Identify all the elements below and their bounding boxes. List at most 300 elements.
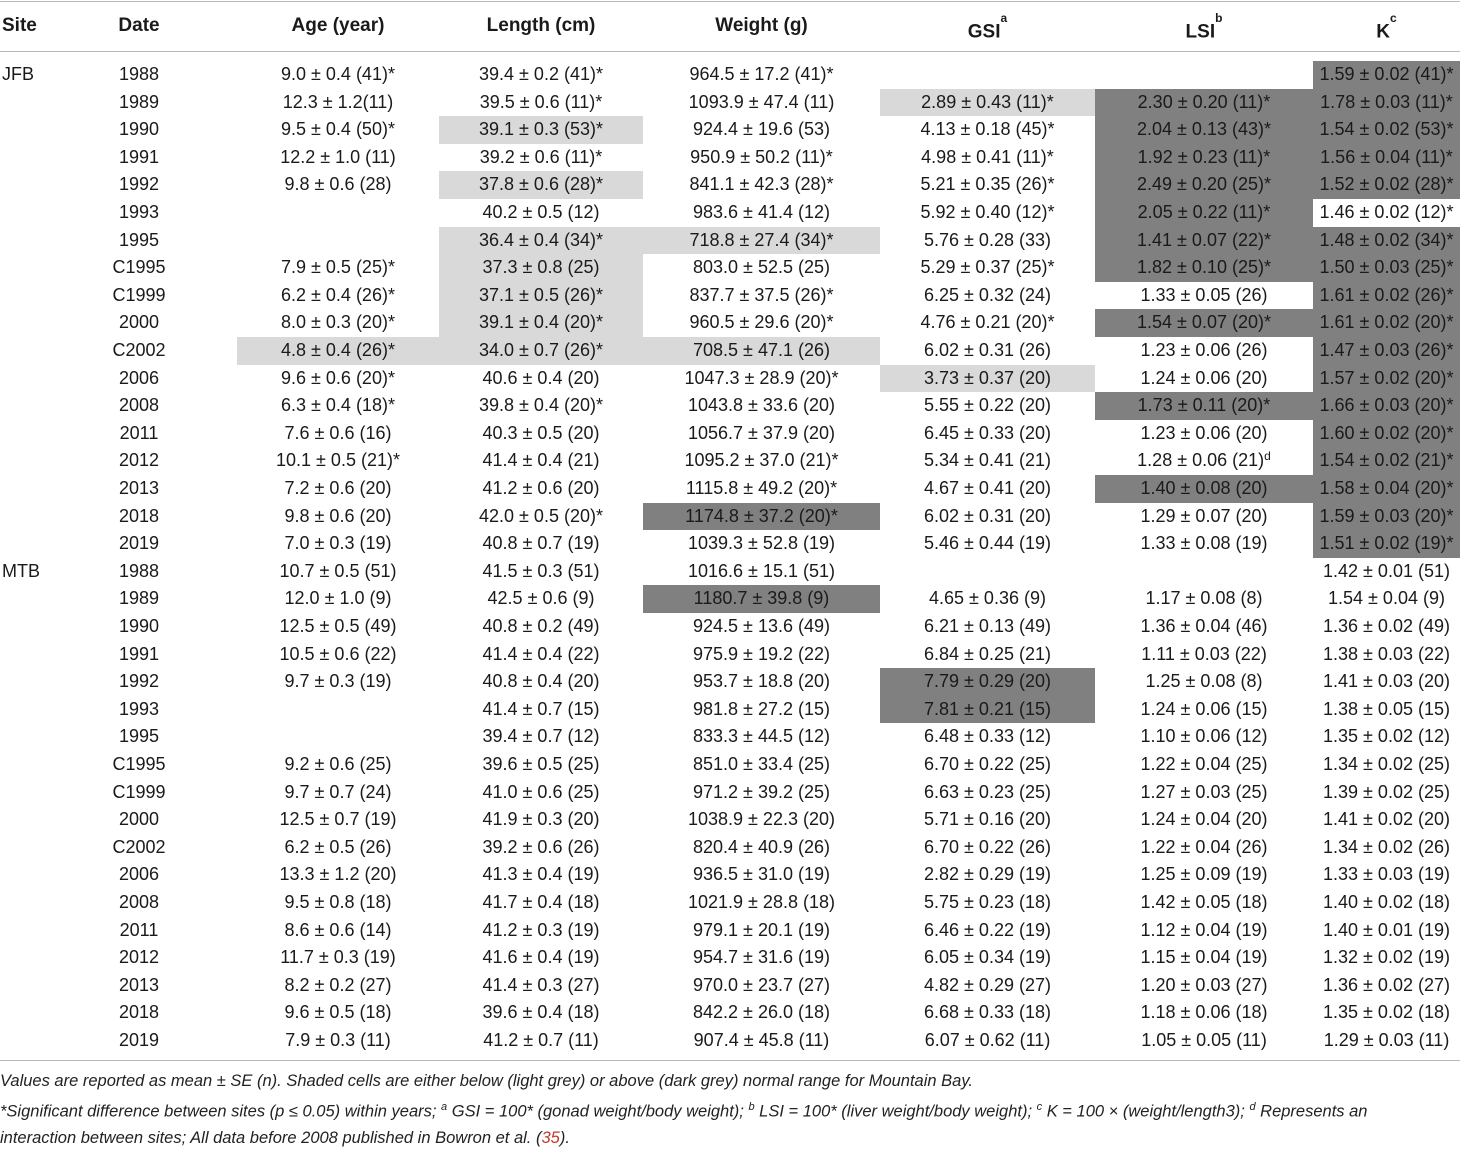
cell-weight: 964.5 ± 17.2 (41)* <box>689 64 834 84</box>
cell-date: 1992 <box>118 671 160 692</box>
cell-weight: 924.5 ± 13.6 (49) <box>693 616 830 636</box>
cell-site <box>0 116 100 144</box>
cell-site <box>0 503 100 531</box>
cell-age: 9.0 ± 0.4 (41)* <box>281 64 395 84</box>
cell-weight: 1021.9 ± 28.8 (18) <box>688 892 835 912</box>
cell-date: C1995 <box>112 754 166 774</box>
cell-gsi: 6.70 ± 0.22 (26) <box>924 836 1051 857</box>
cell-length: 39.4 ± 0.2 (41)* <box>479 64 603 84</box>
cell-k: 1.46 ± 0.02 (12)* <box>1319 202 1454 222</box>
cell-gsi: 2.89 ± 0.43 (11)* <box>880 89 1095 117</box>
cell-k: 1.66 ± 0.03 (20)* <box>1313 392 1460 420</box>
cell-k: 1.78 ± 0.03 (11)* <box>1313 89 1460 117</box>
cell-length: 40.6 ± 0.4 (20) <box>482 367 600 388</box>
cell-site <box>0 696 100 724</box>
cell-weight: 718.8 ± 27.4 (34)* <box>643 227 880 255</box>
cell-age: 7.9 ± 0.3 (11) <box>285 1030 391 1050</box>
cell-k: 1.38 ± 0.03 (22) <box>1323 643 1450 664</box>
cell-length: 41.4 ± 0.4 (21) <box>482 450 600 471</box>
header-lsi: LSI$^b$ <box>1185 11 1223 43</box>
cell-weight: 1174.8 ± 37.2 (20)* <box>643 503 880 531</box>
cell-k: 1.40 ± 0.01 (19) <box>1323 919 1450 940</box>
cell-date: C1995 <box>112 257 166 278</box>
cell-weight: 1180.7 ± 39.8 (9) <box>643 585 880 613</box>
cell-weight: 1038.9 ± 22.3 (20) <box>688 809 835 830</box>
cell-site <box>0 89 100 117</box>
cell-weight: 979.1 ± 20.1 (19) <box>693 919 830 940</box>
cell-date: 1995 <box>118 726 160 747</box>
cell-weight: 842.2 ± 26.0 (18) <box>693 1002 830 1023</box>
cell-site <box>0 365 100 393</box>
cell-gsi: 4.98 ± 0.41 (11)* <box>921 146 1054 167</box>
cell-lsi: 1.05 ± 0.05 (11) <box>1141 1030 1267 1050</box>
cell-age: 9.6 ± 0.6 (20)* <box>281 367 395 388</box>
cell-age: 9.5 ± 0.8 (18) <box>284 892 392 912</box>
footnote-line-3: interaction between sites; All data before 2008 published in Bowron et al. (35). <box>0 1128 570 1147</box>
header-site: Site <box>2 15 37 36</box>
cell-length: 42.0 ± 0.5 (20)* <box>479 505 603 526</box>
cell-length: 40.2 ± 0.5 (12) <box>482 202 600 222</box>
footnote-line-1: Values are reported as mean ± SE (n). Shaded cells are either below (light grey) or above (dark grey) normal range for Mountain Bay. <box>0 1072 973 1090</box>
cell-date: 1995 <box>118 229 160 250</box>
cell-date: C2002 <box>112 340 166 360</box>
cell-length: 39.4 ± 0.7 (12) <box>482 726 600 747</box>
cell-gsi: 5.21 ± 0.35 (26)* <box>920 174 1055 195</box>
cell-date: C2002 <box>112 836 166 857</box>
cell-date: 1988 <box>118 560 160 581</box>
cell-lsi: 1.54 ± 0.07 (20)* <box>1095 309 1313 337</box>
cell-length: 39.6 ± 0.4 (18) <box>482 1002 600 1023</box>
cell-gsi: 6.48 ± 0.33 (12) <box>924 726 1051 747</box>
bottom-rule <box>0 1060 1460 1061</box>
cell-date: 2018 <box>118 1002 160 1023</box>
cell-lsi: 1.12 ± 0.04 (19) <box>1140 919 1268 940</box>
cell-weight: 936.5 ± 31.0 (19) <box>693 864 830 885</box>
header-rule <box>0 51 1460 52</box>
cell-weight: 1043.8 ± 33.6 (20) <box>688 395 835 416</box>
cell-age: 8.6 ± 0.6 (14) <box>284 919 392 940</box>
cell-k: 1.60 ± 0.02 (20)* <box>1313 420 1460 448</box>
cell-date: 1991 <box>118 146 160 167</box>
cell-lsi: 1.41 ± 0.07 (22)* <box>1095 227 1313 255</box>
cell-k: 1.34 ± 0.02 (26) <box>1323 836 1450 857</box>
cell-gsi: 5.92 ± 0.40 (12)* <box>920 202 1055 222</box>
cell-age: 13.3 ± 1.2 (20) <box>279 864 397 885</box>
cell-gsi: 5.71 ± 0.16 (20) <box>924 809 1051 830</box>
cell-k: 1.54 ± 0.02 (53)* <box>1313 116 1460 144</box>
cell-date: 2000 <box>118 809 160 830</box>
cell-length: 39.2 ± 0.6 (11)* <box>479 146 603 167</box>
cell-date: 2000 <box>118 312 160 333</box>
cell-lsi: 1.23 ± 0.06 (20) <box>1140 422 1268 443</box>
cell-site <box>0 447 100 475</box>
cell-site <box>0 779 100 807</box>
cell-date: 2011 <box>119 422 159 443</box>
cell-gsi: 6.07 ± 0.62 (11) <box>924 1030 1051 1050</box>
cell-site <box>0 806 100 834</box>
cell-weight: 983.6 ± 41.4 (12) <box>693 202 830 222</box>
cell-date: 1993 <box>118 202 160 222</box>
cell-age: 9.2 ± 0.6 (25) <box>284 754 392 774</box>
cell-gsi: 4.13 ± 0.18 (45)* <box>920 119 1055 140</box>
cell-k: 1.47 ± 0.03 (26)* <box>1313 337 1460 365</box>
cell-weight: 1039.3 ± 52.8 (19) <box>688 533 835 554</box>
cell-site: JFB <box>2 64 35 84</box>
header-date: Date <box>118 15 160 36</box>
cell-site <box>0 309 100 337</box>
cell-k: 1.54 ± 0.04 (9) <box>1328 588 1445 609</box>
cell-age: 6.3 ± 0.4 (18)* <box>281 395 395 416</box>
cell-lsi: 1.23 ± 0.06 (26) <box>1140 340 1268 360</box>
cell-date: 1989 <box>118 588 160 609</box>
cell-weight: 975.9 ± 19.2 (22) <box>693 643 830 664</box>
cell-site: MTB <box>2 560 40 581</box>
cell-length: 36.4 ± 0.4 (34)* <box>439 227 643 255</box>
cell-length: 41.0 ± 0.6 (25) <box>482 781 600 802</box>
cell-gsi: 5.55 ± 0.22 (20) <box>924 395 1051 416</box>
cell-site <box>0 917 100 945</box>
cell-gsi: 3.73 ± 0.37 (20) <box>880 365 1095 393</box>
cell-age: 9.7 ± 0.7 (24) <box>284 781 392 802</box>
cell-k: 1.50 ± 0.03 (25)* <box>1313 254 1460 282</box>
cell-site <box>0 834 100 862</box>
cell-lsi: 1.92 ± 0.23 (11)* <box>1095 144 1313 172</box>
header-k: $K^c$ <box>1376 11 1397 43</box>
cell-lsi: 1.25 ± 0.09 (19) <box>1140 864 1268 885</box>
cell-weight: 1056.7 ± 37.9 (20) <box>688 422 835 443</box>
cell-age: 10.7 ± 0.5 (51) <box>279 560 397 581</box>
cell-k: 1.36 ± 0.02 (27) <box>1323 974 1450 995</box>
cell-length: 37.3 ± 0.8 (25) <box>439 254 643 282</box>
cell-gsi: 6.02 ± 0.31 (20) <box>924 505 1051 526</box>
cell-lsi: 1.17 ± 0.08 (8) <box>1145 588 1263 609</box>
cell-gsi: 7.79 ± 0.29 (20) <box>880 668 1095 696</box>
cell-lsi: 1.15 ± 0.04 (19) <box>1140 947 1268 968</box>
cell-site <box>0 199 100 227</box>
cell-k: 1.32 ± 0.02 (19) <box>1323 947 1450 968</box>
cell-k: 1.40 ± 0.02 (18) <box>1323 892 1450 912</box>
header-gsi: GSI$^a$ <box>967 11 1008 43</box>
cell-gsi: 5.76 ± 0.28 (33) <box>924 229 1051 250</box>
cell-k: 1.51 ± 0.02 (19)* <box>1313 530 1460 558</box>
cell-age: 4.8 ± 0.4 (26)* <box>237 337 439 365</box>
cell-weight: 971.2 ± 39.2 (25) <box>693 781 830 802</box>
reference-link[interactable]: 35 <box>541 1128 560 1147</box>
cell-k: 1.61 ± 0.02 (26)* <box>1313 282 1460 310</box>
cell-site <box>0 144 100 172</box>
cell-gsi: 4.82 ± 0.29 (27) <box>924 974 1051 995</box>
cell-length: 40.8 ± 0.4 (20) <box>482 671 600 692</box>
cell-site <box>0 999 100 1027</box>
cell-gsi: 6.21 ± 0.13 (49) <box>924 616 1051 636</box>
cell-gsi: 6.68 ± 0.33 (18) <box>924 1002 1051 1023</box>
cell-gsi <box>880 558 1095 586</box>
cell-k: 1.35 ± 0.02 (12) <box>1323 726 1450 747</box>
header-length: Length (cm) <box>486 15 596 36</box>
cell-date: 2012 <box>118 450 160 471</box>
cell-age <box>237 696 439 724</box>
cell-k: 1.61 ± 0.02 (20)* <box>1313 309 1460 337</box>
cell-date: 2013 <box>118 974 160 995</box>
cell-weight: 953.7 ± 18.8 (20) <box>693 671 830 692</box>
cell-date: 1991 <box>118 643 160 664</box>
cell-age: 10.5 ± 0.6 (22) <box>279 643 397 664</box>
cell-age: 12.2 ± 1.0 (11) <box>280 146 396 167</box>
cell-age: 7.9 ± 0.5 (25)* <box>281 257 395 278</box>
cell-gsi: 6.70 ± 0.22 (25) <box>924 754 1051 774</box>
cell-lsi: 1.25 ± 0.08 (8) <box>1145 671 1263 692</box>
cell-k: 1.48 ± 0.02 (34)* <box>1313 227 1460 255</box>
cell-weight: 924.4 ± 19.6 (53) <box>693 119 830 140</box>
cell-k: 1.57 ± 0.02 (20)* <box>1313 365 1460 393</box>
cell-weight: 851.0 ± 33.4 (25) <box>693 754 830 774</box>
cell-lsi: 1.20 ± 0.03 (27) <box>1140 974 1268 995</box>
cell-lsi: 1.24 ± 0.06 (15) <box>1140 698 1268 719</box>
cell-length: 41.9 ± 0.3 (20) <box>482 809 600 830</box>
cell-weight: 820.4 ± 40.9 (26) <box>693 836 830 857</box>
cell-age: 9.7 ± 0.3 (19) <box>284 671 392 692</box>
cell-site <box>0 282 100 310</box>
cell-gsi: 4.65 ± 0.36 (9) <box>929 588 1046 609</box>
cell-age <box>237 199 439 227</box>
cell-length: 41.5 ± 0.3 (51) <box>482 560 600 581</box>
cell-k: 1.41 ± 0.03 (20) <box>1323 671 1450 692</box>
cell-length: 40.3 ± 0.5 (20) <box>482 422 600 443</box>
cell-site <box>0 254 100 282</box>
cell-length: 41.2 ± 0.3 (19) <box>482 919 600 940</box>
cell-gsi: 6.45 ± 0.33 (20) <box>924 422 1051 443</box>
cell-date: 2008 <box>118 395 160 416</box>
cell-gsi: 5.75 ± 0.23 (18) <box>924 892 1051 912</box>
cell-gsi: 6.25 ± 0.32 (24) <box>924 284 1051 305</box>
cell-weight: 950.9 ± 50.2 (11)* <box>690 146 833 167</box>
cell-date: 2018 <box>118 505 160 526</box>
cell-age: 9.5 ± 0.4 (50)* <box>281 119 395 140</box>
cell-date: 1988 <box>118 64 160 84</box>
cell-gsi: 2.82 ± 0.29 (19) <box>924 864 1051 885</box>
cell-length: 41.6 ± 0.4 (19) <box>482 947 600 968</box>
cell-k: 1.59 ± 0.02 (41)* <box>1313 61 1460 89</box>
cell-site <box>0 585 100 613</box>
cell-gsi <box>880 61 1095 89</box>
cell-lsi: 1.18 ± 0.06 (18) <box>1140 1002 1268 1023</box>
cell-lsi: 1.40 ± 0.08 (20) <box>1095 475 1313 503</box>
cell-age: 8.0 ± 0.3 (20)* <box>281 312 395 333</box>
cell-weight: 1095.2 ± 37.0 (21)* <box>684 450 839 471</box>
cell-length: 41.4 ± 0.3 (27) <box>482 974 600 995</box>
header-age: Age (year) <box>291 15 385 36</box>
cell-lsi: 1.33 ± 0.08 (19) <box>1140 533 1268 554</box>
cell-date: 2013 <box>118 478 160 498</box>
cell-lsi: 1.28 ± 0.06 $(21)^d$ <box>1137 449 1271 471</box>
cell-weight: 954.7 ± 31.6 (19) <box>693 947 830 968</box>
cell-age: 9.8 ± 0.6 (20) <box>284 505 392 526</box>
cell-date: 2008 <box>118 892 160 912</box>
cell-k: 1.52 ± 0.02 (28)* <box>1313 171 1460 199</box>
cell-site <box>0 972 100 1000</box>
cell-k: 1.35 ± 0.02 (18) <box>1323 1002 1450 1023</box>
cell-length: 39.5 ± 0.6 (11)* <box>479 91 603 112</box>
cell-gsi: 5.46 ± 0.44 (19) <box>924 533 1051 554</box>
cell-age: 7.2 ± 0.6 (20) <box>284 478 392 498</box>
footnote-line-2: *Significant difference between sites (p ≤ 0.05) within years; $^a$ GSI = 100* (gonad weight/body weight); $^b$ LSI = 100* (liver weight/body weight); $^c$ K = 100 × (weight/length3); $^d$ Represents an <box>0 1101 1368 1121</box>
cell-k: 1.59 ± 0.03 (20)* <box>1313 503 1460 531</box>
cell-gsi: 6.02 ± 0.31 (26) <box>924 340 1051 360</box>
cell-length: 41.2 ± 0.6 (20) <box>482 478 600 498</box>
cell-length: 41.7 ± 0.4 (18) <box>482 892 600 912</box>
cell-date: 1989 <box>118 91 160 112</box>
cell-lsi: 1.42 ± 0.05 (18) <box>1140 892 1268 912</box>
cell-length: 41.3 ± 0.4 (19) <box>482 864 600 885</box>
cell-age: 6.2 ± 0.4 (26)* <box>281 284 395 305</box>
cell-lsi: 1.11 ± 0.03 (22) <box>1141 643 1267 664</box>
cell-site <box>0 613 100 641</box>
cell-site <box>0 171 100 199</box>
cell-length: 37.1 ± 0.5 (26)* <box>439 282 643 310</box>
cell-age: 9.6 ± 0.5 (18) <box>284 1002 392 1023</box>
cell-lsi: 2.30 ± 0.20 (11)* <box>1095 89 1313 117</box>
cell-lsi: 1.82 ± 0.10 (25)* <box>1095 254 1313 282</box>
cell-weight: 907.4 ± 45.8 (11) <box>693 1030 830 1050</box>
cell-date: 2006 <box>118 864 160 885</box>
cell-date: 1990 <box>118 616 160 636</box>
cell-weight: 970.0 ± 23.7 (27) <box>693 974 830 995</box>
cell-weight: 833.3 ± 44.5 (12) <box>693 726 830 747</box>
cell-site <box>0 641 100 669</box>
cell-date: 2019 <box>118 533 160 554</box>
cell-site <box>0 392 100 420</box>
cell-lsi <box>1095 61 1313 89</box>
cell-lsi: 1.10 ± 0.06 (12) <box>1140 726 1268 747</box>
cell-length: 34.0 ± 0.7 (26)* <box>439 337 643 365</box>
cell-length: 41.4 ± 0.7 (15) <box>482 698 600 719</box>
cell-weight: 708.5 ± 47.1 (26) <box>643 337 880 365</box>
cell-site <box>0 723 100 751</box>
cell-site <box>0 420 100 448</box>
cell-age: 12.3 ± 1.2(11) <box>282 91 394 112</box>
table-footnotes <box>0 1068 1460 1151</box>
cell-lsi: 1.22 ± 0.04 (26) <box>1140 836 1268 857</box>
cell-gsi: 4.67 ± 0.41 (20) <box>924 478 1051 498</box>
cell-age: 6.2 ± 0.5 (26) <box>284 836 392 857</box>
cell-length: 40.8 ± 0.7 (19) <box>482 533 600 554</box>
cell-length: 41.4 ± 0.4 (22) <box>482 643 600 664</box>
header-weight: Weight (g) <box>715 15 808 36</box>
cell-lsi: 1.22 ± 0.04 (25) <box>1140 754 1268 774</box>
cell-date: 2006 <box>118 367 160 388</box>
cell-site <box>0 530 100 558</box>
cell-lsi: 1.73 ± 0.11 (20)* <box>1095 392 1313 420</box>
cell-lsi: 1.29 ± 0.07 (20) <box>1140 505 1268 526</box>
cell-length: 39.8 ± 0.4 (20)* <box>479 395 603 416</box>
cell-lsi: 2.04 ± 0.13 (43)* <box>1095 116 1313 144</box>
cell-age: 12.5 ± 0.7 (19) <box>279 809 397 830</box>
cell-age: 10.1 ± 0.5 (21)* <box>276 450 400 471</box>
cell-length: 41.2 ± 0.7 (11) <box>483 1030 599 1050</box>
cell-age: 8.2 ± 0.2 (27) <box>284 974 392 995</box>
cell-date: 2012 <box>118 947 160 968</box>
cell-age: 12.0 ± 1.0 (9) <box>284 588 392 609</box>
cell-k: 1.54 ± 0.02 (21)* <box>1313 447 1460 475</box>
cell-lsi: 1.24 ± 0.06 (20) <box>1140 367 1268 388</box>
cell-age: 7.6 ± 0.6 (16) <box>284 422 392 443</box>
cell-date: 1990 <box>118 119 160 140</box>
cell-length: 39.1 ± 0.4 (20)* <box>439 309 643 337</box>
cell-k: 1.41 ± 0.02 (20) <box>1323 809 1450 830</box>
cell-site <box>0 475 100 503</box>
cell-k: 1.58 ± 0.04 (20)* <box>1313 475 1460 503</box>
cell-date: 1992 <box>118 174 160 195</box>
cell-k: 1.33 ± 0.03 (19) <box>1323 864 1450 885</box>
cell-gsi: 6.84 ± 0.25 (21) <box>924 643 1051 664</box>
cell-site <box>0 944 100 972</box>
cell-weight: 837.7 ± 37.5 (26)* <box>689 284 834 305</box>
cell-site <box>0 337 100 365</box>
cell-date: 2011 <box>119 919 159 940</box>
cell-weight: 803.0 ± 52.5 (25) <box>693 257 830 278</box>
cell-length: 39.6 ± 0.5 (25) <box>482 754 600 774</box>
cell-k: 1.38 ± 0.05 (15) <box>1323 698 1450 719</box>
cell-length: 40.8 ± 0.2 (49) <box>482 616 600 636</box>
cell-site <box>0 668 100 696</box>
cell-lsi: 2.05 ± 0.22 (11)* <box>1095 199 1313 227</box>
cell-weight: 841.1 ± 42.3 (28)* <box>689 174 834 195</box>
cell-age: 12.5 ± 0.5 (49) <box>279 616 397 636</box>
cell-weight: 1047.3 ± 28.9 (20)* <box>684 367 839 388</box>
cell-weight: 960.5 ± 29.6 (20)* <box>689 312 834 333</box>
cell-lsi: 1.36 ± 0.04 (46) <box>1140 616 1268 636</box>
cell-site <box>0 1027 100 1055</box>
cell-date: 2019 <box>118 1030 160 1050</box>
cell-gsi: 6.46 ± 0.22 (19) <box>924 919 1051 940</box>
cell-weight: 1115.8 ± 49.2 (20)* <box>685 478 838 498</box>
cell-k: 1.34 ± 0.02 (25) <box>1323 754 1450 774</box>
cell-gsi: 6.63 ± 0.23 (25) <box>924 781 1051 802</box>
cell-age <box>237 723 439 751</box>
cell-lsi <box>1095 558 1313 586</box>
cell-gsi: 5.34 ± 0.41 (21) <box>924 450 1051 471</box>
cell-gsi: 7.81 ± 0.21 (15) <box>880 696 1095 724</box>
cell-age: 11.7 ± 0.3 (19) <box>280 947 396 968</box>
cell-weight: 981.8 ± 27.2 (15) <box>693 698 830 719</box>
cell-gsi: 6.05 ± 0.34 (19) <box>924 947 1051 968</box>
cell-lsi: 1.33 ± 0.05 (26) <box>1140 284 1268 305</box>
cell-k: 1.39 ± 0.02 (25) <box>1323 781 1450 802</box>
cell-length: 39.2 ± 0.6 (26) <box>482 836 600 857</box>
cell-site <box>0 751 100 779</box>
cell-length: 42.5 ± 0.6 (9) <box>487 588 595 609</box>
cell-gsi: 4.76 ± 0.21 (20)* <box>920 312 1055 333</box>
cell-weight: 1016.6 ± 15.1 (51) <box>688 560 835 581</box>
cell-weight: 1093.9 ± 47.4 (11) <box>688 91 835 112</box>
cell-gsi: 5.29 ± 0.37 (25)* <box>920 257 1055 278</box>
cell-k: 1.29 ± 0.03 (11) <box>1323 1030 1450 1050</box>
cell-date: C1999 <box>112 284 166 305</box>
cell-site <box>0 889 100 917</box>
cell-k: 1.42 ± 0.01 (51) <box>1323 560 1450 581</box>
cell-lsi: 1.27 ± 0.03 (25) <box>1140 781 1268 802</box>
cell-age: 7.0 ± 0.3 (19) <box>284 533 392 554</box>
cell-age: 9.8 ± 0.6 (28) <box>284 174 392 195</box>
cell-site <box>0 861 100 889</box>
cell-k: 1.36 ± 0.02 (49) <box>1323 616 1450 636</box>
cell-date: 1993 <box>118 698 160 719</box>
cell-k: 1.56 ± 0.04 (11)* <box>1313 144 1460 172</box>
cell-length: 37.8 ± 0.6 (28)* <box>439 171 643 199</box>
cell-date: C1999 <box>112 781 166 802</box>
cell-lsi: 1.24 ± 0.04 (20) <box>1140 809 1268 830</box>
cell-lsi: 2.49 ± 0.20 (25)* <box>1095 171 1313 199</box>
